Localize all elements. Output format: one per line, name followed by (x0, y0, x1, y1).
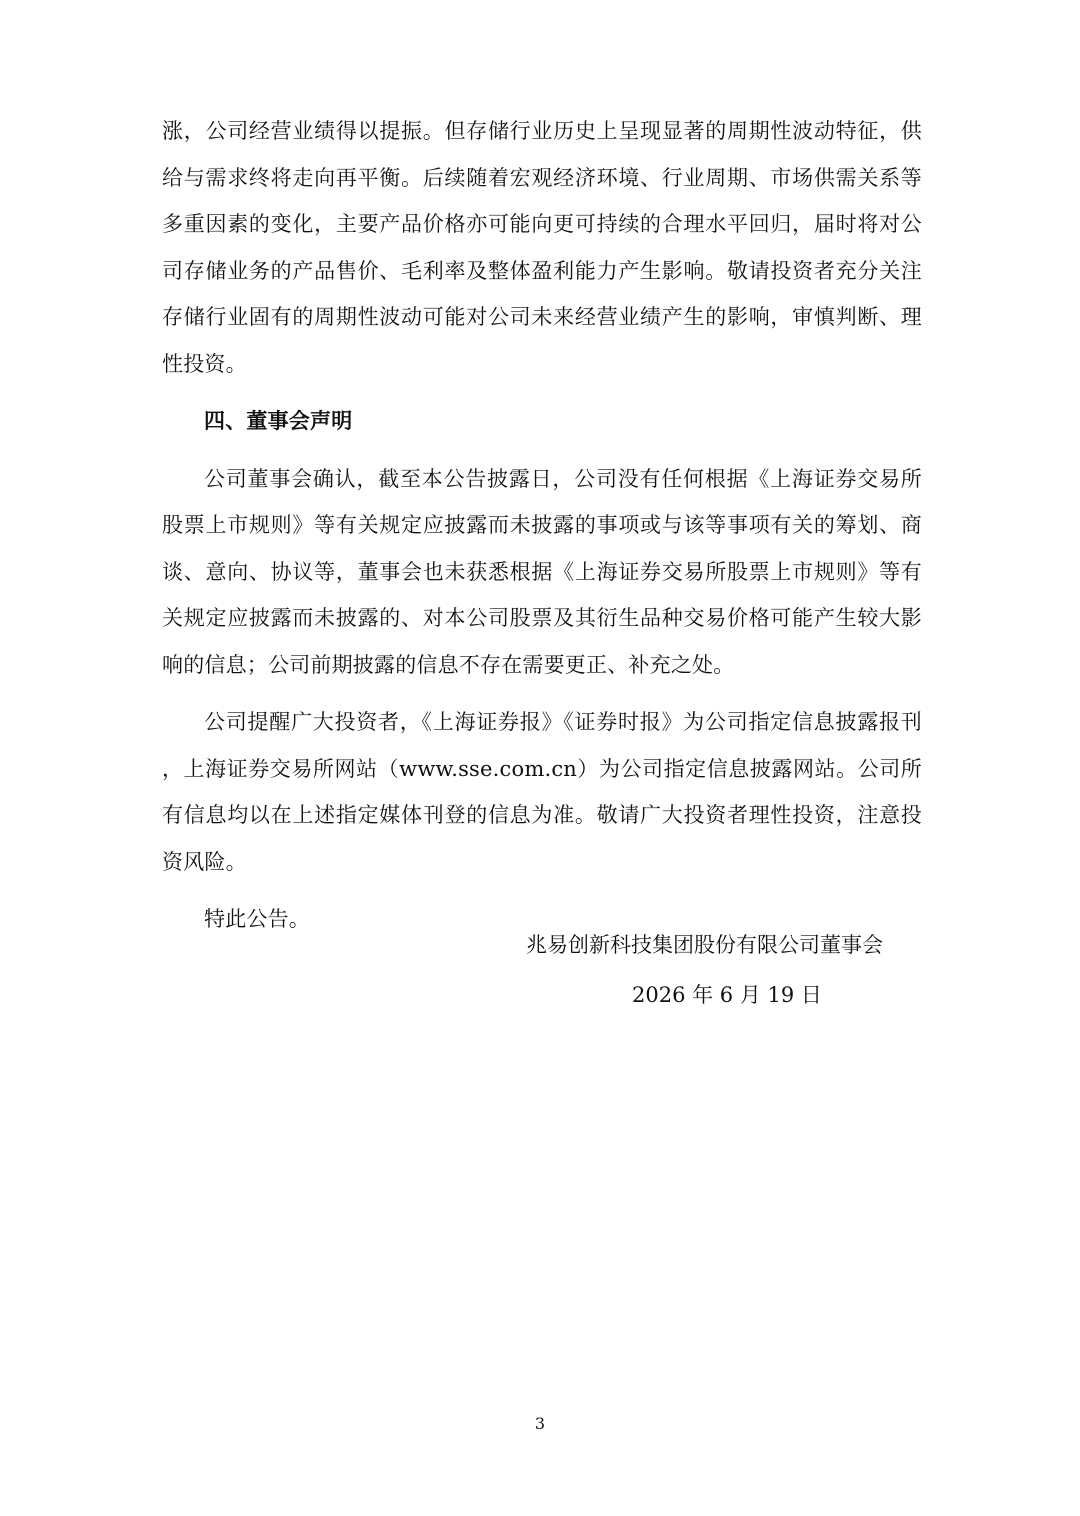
paragraph-continued: 涨，公司经营业绩得以提振。但存储行业历史上呈现显著的周期性波动特征，供给与需求终将走向再平衡。后续随着宏观经济环境、行业周期、市场供需关系等多重因素的变化，主要产品价格亦可能向更可持续的合理水平回归，届时将对公司存储业务的产品售价、毛利率及整体盈利能力产生影响。敬请投资者充分关注存储行业固有的周期性波动可能对公司未来经营业绩产生的影响，审慎判断、理性投资。 (162, 119, 922, 376)
paragraph-board-confirmation: 公司董事会确认，截至本公告披露日，公司没有任何根据《上海证券交易所股票上市规则》等有关规定应披露而未披露的事项或与该等事项有关的筹划、商谈、意向、协议等，董事会也未获悉根据《上海证券交易所股票上市规则》等有关规定应披露而未披露的、对本公司股票及其衍生品种交易价格可能产生较大影响的信息；公司前期披露的信息不存在需要更正、补充之处。 (162, 466, 922, 677)
signature-date: 2026 年 6 月 19 日 (632, 983, 822, 1007)
page-number: 3 (534, 1414, 546, 1433)
paragraph-investor-reminder: 公司提醒广大投资者，《上海证券报》《证券时报》为公司指定信息披露报刊，上海证券交易所网站（www.sse.com.cn）为公司指定信息披露网站。公司所有信息均以在上述指定媒体刊登的信息为准。敬请广大投资者理性投资，注意投资风险。 (162, 710, 922, 874)
signature-company: 兆易创新科技集团股份有限公司董事会 (526, 933, 883, 957)
section-heading-board-statement: 四、董事会声明 (204, 408, 353, 433)
paragraph-closing: 特此公告。 (204, 907, 310, 931)
document-body (162, 108, 922, 943)
